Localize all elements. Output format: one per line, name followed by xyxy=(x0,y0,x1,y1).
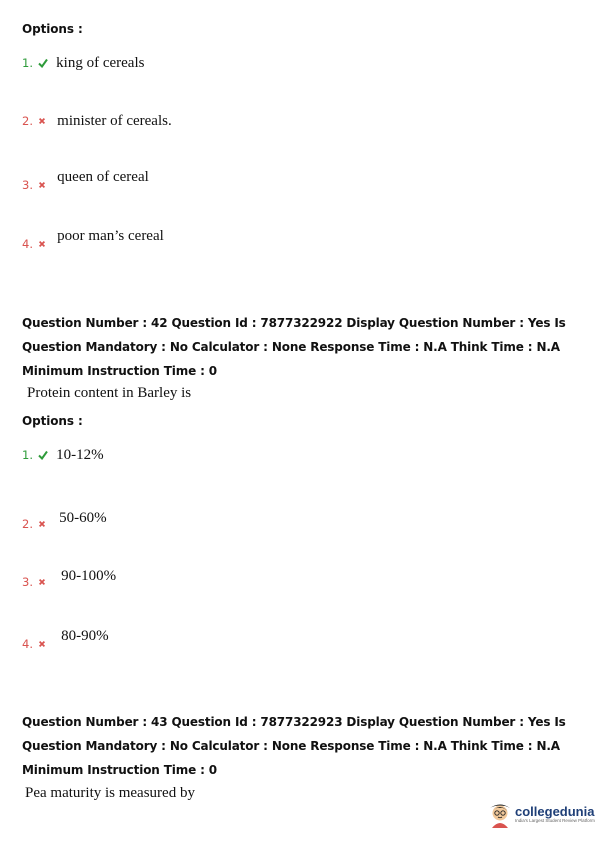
option-text: poor man’s cereal xyxy=(57,228,164,244)
student-mascot-icon xyxy=(488,800,512,828)
question-stem: Protein content in Barley is xyxy=(27,385,192,401)
option-row xyxy=(22,52,144,72)
option-number: 2. xyxy=(22,517,33,531)
option-row xyxy=(22,225,164,251)
question-meta: Question Number : 42 Question Id : 7877322922 Display Question Number : Yes Is Question Mandatory : No Calculator : None Response Time : N.A Think Time : N.A Minimum Instruction Time : 0 xyxy=(22,316,566,378)
option-row xyxy=(22,444,104,464)
option-number: 1. xyxy=(22,448,33,462)
option-text: 10-12% xyxy=(56,447,104,463)
option-text: 80-90% xyxy=(61,628,109,644)
option-number: 4. xyxy=(22,637,33,651)
option-row xyxy=(22,565,117,589)
options-label: Options : xyxy=(22,22,83,36)
option-number: 3. xyxy=(22,178,33,192)
cross-icon xyxy=(38,117,46,125)
logo-name: collegedunia xyxy=(515,803,595,819)
option-number: 1. xyxy=(22,56,33,70)
check-icon xyxy=(38,450,48,460)
collegedunia-logo xyxy=(488,800,595,828)
option-row xyxy=(22,166,149,192)
cross-icon xyxy=(38,578,46,586)
option-row xyxy=(22,507,107,531)
check-icon xyxy=(38,58,48,68)
option-text: king of cereals xyxy=(56,55,145,71)
options-label: Options : xyxy=(22,414,83,428)
question-meta: Question Number : 43 Question Id : 7877322923 Display Question Number : Yes Is Question Mandatory : No Calculator : None Response Time : N.A Think Time : N.A Minimum Instruction Time : 0 xyxy=(22,715,566,777)
option-text: minister of cereals. xyxy=(57,113,172,129)
logo-tagline: India's Largest Student Review Platform xyxy=(515,817,595,823)
option-row xyxy=(22,110,172,130)
option-row xyxy=(22,625,109,651)
option-text: queen of cereal xyxy=(57,169,149,185)
option-number: 2. xyxy=(22,114,33,128)
cross-icon xyxy=(38,520,46,528)
question-stem: Pea maturity is measured by xyxy=(25,785,195,801)
option-number: 3. xyxy=(22,575,33,589)
cross-icon xyxy=(38,240,46,248)
cross-icon xyxy=(38,181,46,189)
option-number: 4. xyxy=(22,237,33,251)
cross-icon xyxy=(38,640,46,648)
option-text: 50-60% xyxy=(59,510,107,526)
option-text: 90-100% xyxy=(61,568,117,584)
